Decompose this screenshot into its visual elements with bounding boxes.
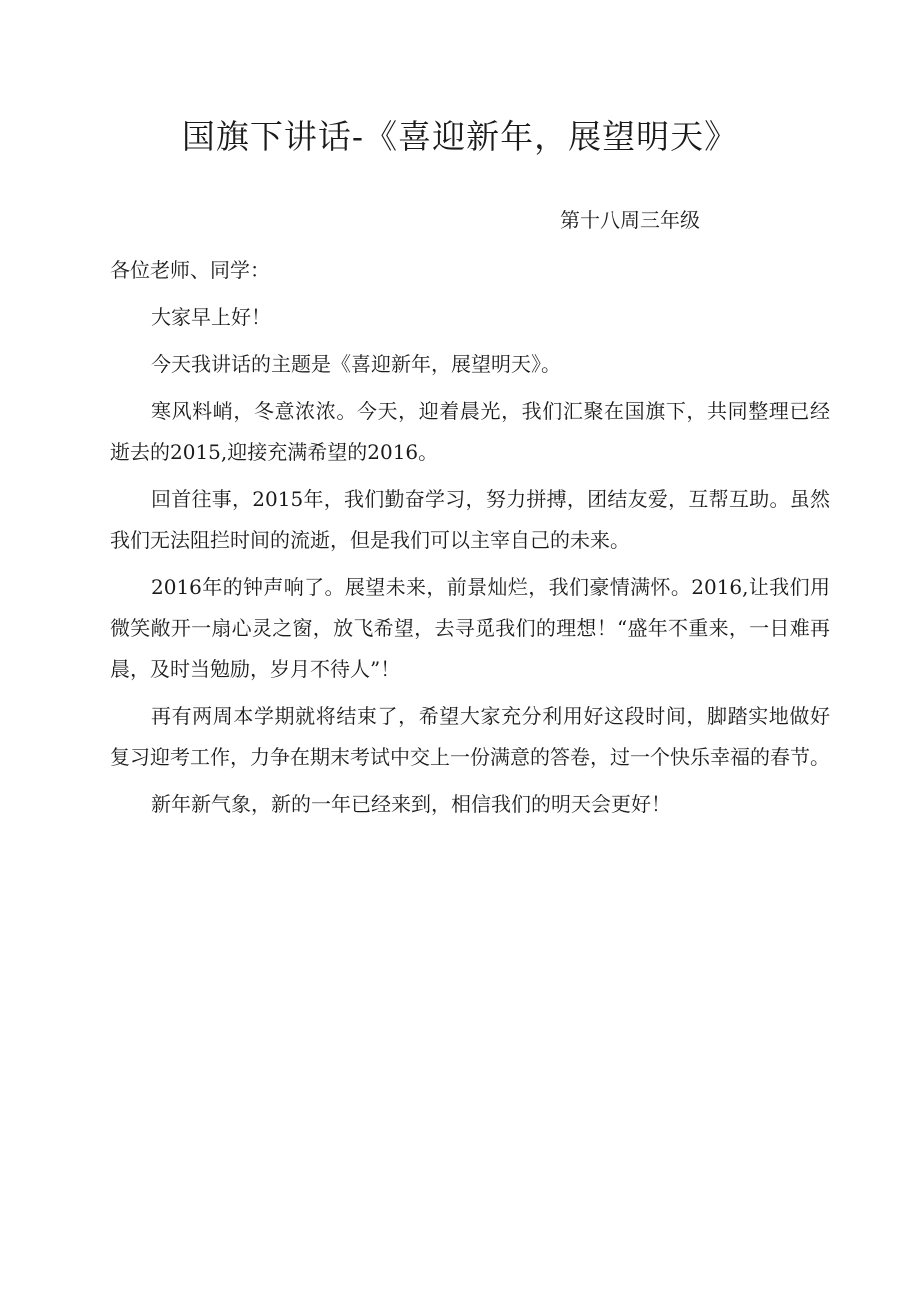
paragraph-outlook: 2016年的钟声响了。展望未来，前景灿烂，我们豪情满怀。2016,让我们用微笑敞开一扇心灵之窗，放飞希望，去寻觅我们的理想！“盛年不重来，一日难再晨，及时当勉励，岁月不待人”！ <box>110 575 830 681</box>
document-body <box>110 250 830 831</box>
paragraph-closing: 新年新气象，新的一年已经来到，相信我们的明天会更好！ <box>151 792 671 816</box>
document-title: 国旗下讲话-《喜迎新年，展望明天》 <box>181 117 739 156</box>
paragraph-greeting: 大家早上好！ <box>151 305 271 329</box>
paragraph-review: 回首往事，2015年，我们勤奋学习，努力拼搏，团结友爱，互帮互助。虽然我们无法阻拦时间的流逝，但是我们可以主宰自己的未来。 <box>110 487 830 552</box>
document-byline: 第十八周三年级 <box>560 208 700 232</box>
paragraph-winter: 寒风料峭，冬意浓浓。今天，迎着晨光，我们汇聚在国旗下，共同整理已经逝去的2015,迎接充满希望的2016。 <box>110 399 830 464</box>
paragraph-theme: 今天我讲话的主题是《喜迎新年，展望明天》。 <box>151 352 561 376</box>
salutation: 各位老师、同学： <box>110 258 270 282</box>
paragraph-exams: 再有两周本学期就将结束了，希望大家充分利用好这段时间，脚踏实地做好复习迎考工作，力争在期末考试中交上一份满意的答卷，过一个快乐幸福的春节。 <box>110 704 830 769</box>
